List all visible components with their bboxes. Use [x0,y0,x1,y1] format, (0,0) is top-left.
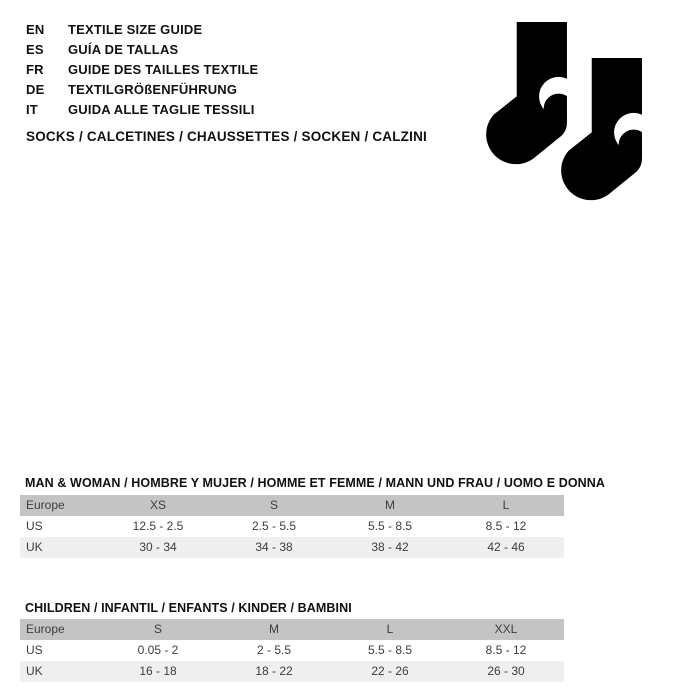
language-row-de [26,80,258,100]
size-value: 38 - 42 [371,540,409,554]
column-header: M [269,622,279,636]
size-value: 16 - 18 [139,664,177,678]
language-row-en [26,20,258,40]
table-header-row [20,495,564,516]
category-heading: SOCKS / CALCETINES / CHAUSSETTES / SOCKEN / CALZINI [26,129,427,144]
size-value: 18 - 22 [255,664,293,678]
language-list [26,20,258,120]
size-value: 34 - 38 [255,540,293,554]
size-value: 0.05 - 2 [137,643,179,657]
row-label: US [26,519,43,533]
column-header: S [269,498,278,512]
table-title-man-woman: MAN & WOMAN / HOMBRE Y MUJER / HOMME ET FEMME / MANN UND FRAU / UOMO E DONNA [25,476,606,490]
column-header: L [386,622,394,636]
size-value: 42 - 46 [487,540,525,554]
language-code: DE [26,82,45,97]
socks-icon [470,12,690,227]
language-row-it [26,100,258,120]
row-label: UK [26,540,43,554]
size-value: 30 - 34 [139,540,177,554]
size-value: 12.5 - 2.5 [132,519,184,533]
size-table-man-woman [20,495,564,558]
language-code: EN [26,22,45,37]
table-title-children: CHILDREN / INFANTIL / ENFANTS / KINDER / BAMBINI [25,601,352,615]
language-label: TEXTILE SIZE GUIDE [68,22,203,37]
size-table-children [20,619,564,682]
language-label: TEXTILGRÖßENFÜHRUNG [68,82,238,97]
size-value: 5.5 - 8.5 [367,643,413,657]
row-label: US [26,643,43,657]
column-header: L [502,498,510,512]
language-code: ES [26,42,44,57]
language-label: GUIDA ALLE TAGLIE TESSILI [68,102,255,117]
size-value: 22 - 26 [371,664,409,678]
table-row [20,661,564,682]
size-value: 2.5 - 5.5 [251,519,297,533]
size-value: 8.5 - 12 [485,519,527,533]
column-header: XS [149,498,166,512]
column-header: Europe [26,622,65,636]
column-header: Europe [26,498,65,512]
column-header: S [153,622,162,636]
language-label: GUÍA DE TALLAS [68,42,179,57]
table-row [20,537,564,558]
table-row [20,640,564,661]
language-row-fr [26,60,258,80]
size-value: 8.5 - 12 [485,643,527,657]
table-row [20,516,564,537]
size-value: 5.5 - 8.5 [367,519,413,533]
size-value: 26 - 30 [487,664,525,678]
size-value: 2 - 5.5 [256,643,292,657]
language-code: FR [26,62,44,77]
column-header: M [385,498,395,512]
column-header: XXL [494,622,518,636]
language-code: IT [26,102,38,117]
language-label: GUIDE DES TAILLES TEXTILE [68,62,259,77]
language-row-es [26,40,258,60]
table-header-row [20,619,564,640]
row-label: UK [26,664,43,678]
